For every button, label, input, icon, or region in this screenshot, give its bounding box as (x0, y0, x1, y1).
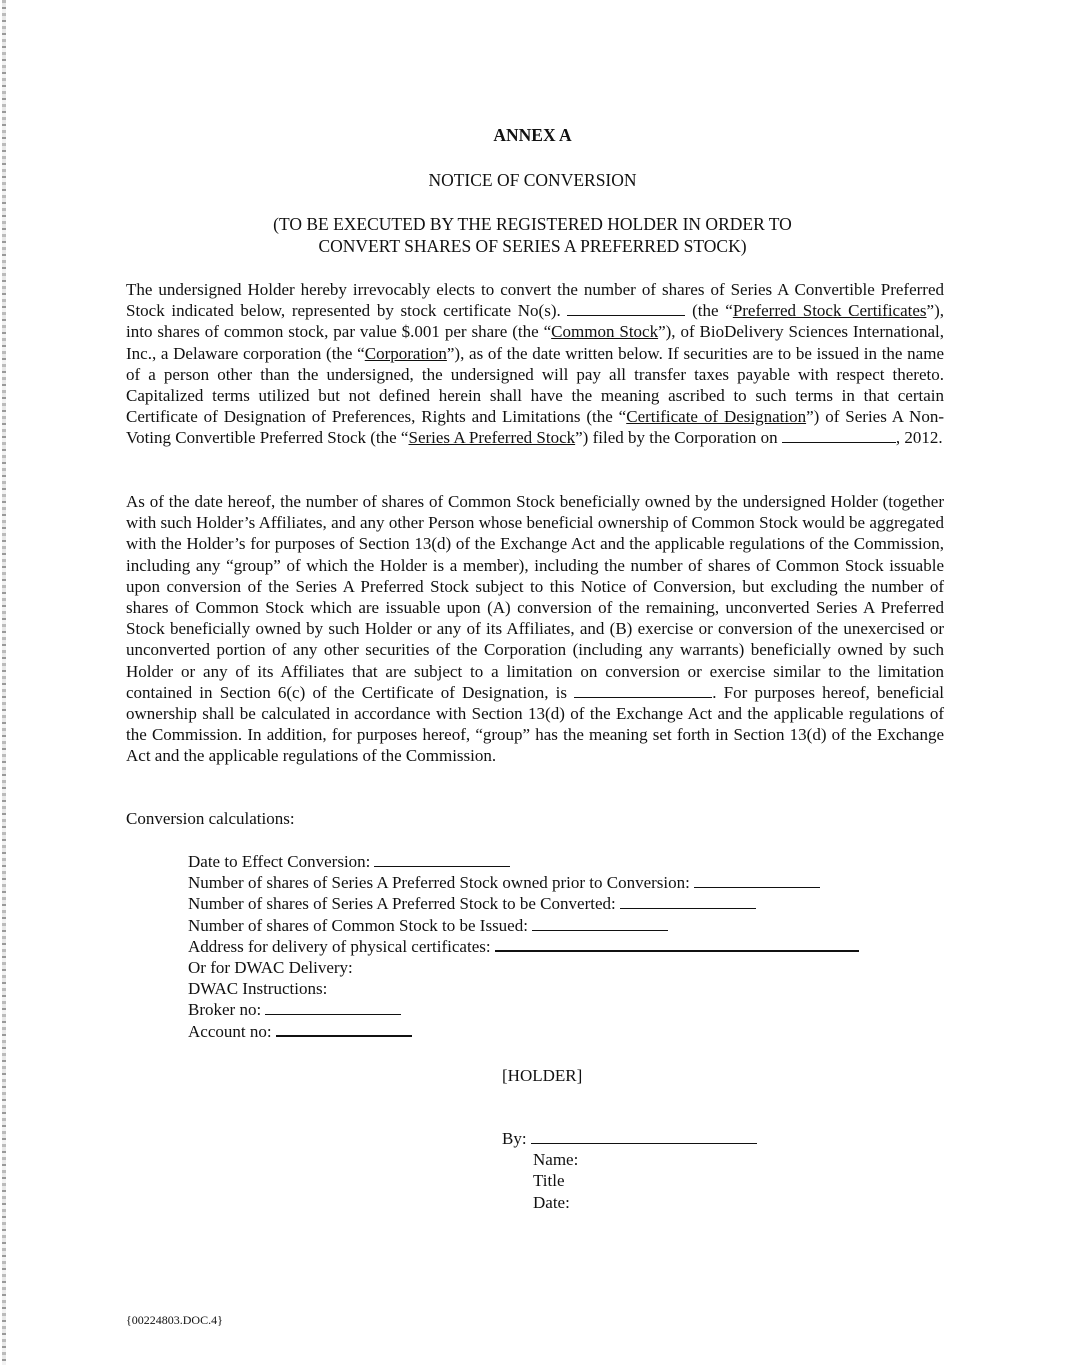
dwac-instructions-label: DWAC Instructions: (188, 979, 328, 999)
holder-label: [HOLDER] (502, 1066, 583, 1085)
calc-row-account (188, 1021, 859, 1042)
annex-title: ANNEX A (493, 125, 572, 145)
conversion-calculations-list (188, 851, 859, 1042)
calc-row-address (188, 936, 859, 957)
calc-row-issued (188, 915, 859, 936)
delivery-address-label: Address for delivery of physical certificates: (188, 936, 491, 956)
sig-row-by (502, 1128, 757, 1149)
defined-term-corporation: Corporation (364, 343, 447, 363)
calc-row-dwac-instructions (188, 978, 859, 999)
certificate-number-blank[interactable] (567, 301, 685, 316)
calc-row-broker (188, 999, 859, 1020)
election-paragraph (126, 279, 944, 449)
date-to-effect-blank[interactable] (374, 852, 510, 867)
calc-row-date (188, 851, 859, 872)
broker-no-label: Broker no: (188, 1000, 262, 1020)
filing-date-blank[interactable] (782, 428, 896, 443)
notice-title: NOTICE OF CONVERSION (428, 170, 637, 190)
para1-text-7: ”) filed by the Corporation on (575, 428, 782, 448)
calc-row-converted (188, 893, 859, 914)
sig-row-date: Date: (533, 1192, 570, 1212)
dwac-delivery-label: Or for DWAC Delivery: (188, 957, 353, 977)
account-no-blank[interactable] (276, 1021, 412, 1037)
signature-block (502, 1128, 757, 1213)
defined-term-certificate-of-designation: Certificate of Designation (626, 407, 807, 427)
shares-converted-blank[interactable] (620, 894, 756, 909)
shares-issued-blank[interactable] (532, 916, 668, 931)
account-no-label: Account no: (188, 1021, 272, 1041)
subtitle (0, 213, 1065, 257)
para1-text-3: ”), into shares of common stock, par value $.001 per share (the “ (126, 301, 944, 342)
shares-owned-label: Number of shares of Series A Preferred Stock owned prior to Conversion: (188, 873, 690, 893)
para1-text-1: The undersigned Holder hereby irrevocably elects to convert the number of shares of Series A Convertible Preferred Stock indicated below, represented by stock certificate No(s). (126, 280, 944, 321)
by-label: By: (502, 1129, 527, 1148)
date-to-effect-label: Date to Effect Conversion: (188, 852, 371, 871)
para2-text-1: As of the date hereof, the number of shares of Common Stock beneficially owned by the undersigned Holder (together with such Holder’s Affiliates, and any other Person whose beneficial ownership of Common Stock would be aggregated with the Holder’s for purposes of Section 13(d) of the Exchange Act and the applicable regulations of the Commission, including any “group” of which the Holder is a member), including the number of shares of Common Stock issuable upon conversion of the Series A Preferred Stock subject to this Notice of Conversion, but excluding the number of shares of Common Stock which are issuable upon (A) conversion of the remaining, unconverted Series A Preferred Stock beneficially owned by such Holder or any of its Affiliates, and (B) exercise or conversion of the unexercised or unconverted portion of any other securities of the Corporation (including any warrants) beneficially owned by such Holder or any of its Affiliates that are subject to a limitation on conversion or exercise similar to the limitation contained in Section 6(c) of the Certificate of Designation, is (126, 492, 944, 702)
signature-line[interactable] (531, 1129, 757, 1144)
para1-text-5: ”), as of the date written below. If securities are to be issued in the name of a person other than the undersigned, the undersigned will pay all transfer taxes payable with respect thereto. Capitalized terms utilized but not defined herein shall have the meaning ascribed to such terms in that certain Certificate of Designation of Preferences, Rights and Limitations (the “ (126, 343, 944, 427)
conversion-calculations-heading: Conversion calculations: (126, 809, 295, 828)
defined-term-common-stock: Common Stock (551, 322, 659, 342)
para1-text-8: , 2012. (895, 428, 943, 448)
sig-row-name: Name: (533, 1150, 579, 1170)
para2-text-2: . For purposes hereof, beneficial ownership shall be calculated in accordance with Section 13(d) of the Exchange Act and the applicable regulations of the Commission. In addition, for purposes hereof, “group” has the meaning set forth in Section 13(d) of the Exchange Act and the applicable regulations of the Commission. (126, 682, 945, 766)
shares-converted-label: Number of shares of Series A Preferred Stock to be Converted: (188, 894, 616, 914)
document-id-footer: {00224803.DOC.4} (126, 1313, 223, 1327)
calc-row-dwac (188, 957, 859, 978)
defined-term-preferred-stock-certificates: Preferred Stock Certificates (732, 301, 927, 321)
para1-text-6: ”) of Series A Non-Voting Convertible Preferred Stock (the “ (126, 407, 944, 448)
para1-text-4: ”), of BioDelivery Sciences International, Inc., a Delaware corporation (the “ (126, 322, 945, 363)
scan-edge (2, 0, 6, 1365)
sig-row-title: Title (533, 1171, 565, 1191)
subtitle-line-2: CONVERT SHARES OF SERIES A PREFERRED STOCK) (318, 236, 747, 256)
beneficial-ownership-blank[interactable] (574, 683, 712, 698)
broker-no-blank[interactable] (265, 1000, 401, 1015)
shares-owned-blank[interactable] (694, 873, 820, 888)
shares-issued-label: Number of shares of Common Stock to be Issued: (188, 915, 528, 935)
calc-row-owned (188, 872, 859, 893)
beneficial-ownership-paragraph (126, 491, 944, 767)
para1-text-2: (the “ (685, 301, 733, 321)
subtitle-line-1: (TO BE EXECUTED BY THE REGISTERED HOLDER IN ORDER TO (273, 214, 792, 234)
defined-term-series-a-preferred-stock: Series A Preferred Stock (408, 428, 576, 448)
delivery-address-blank[interactable] (495, 936, 859, 952)
